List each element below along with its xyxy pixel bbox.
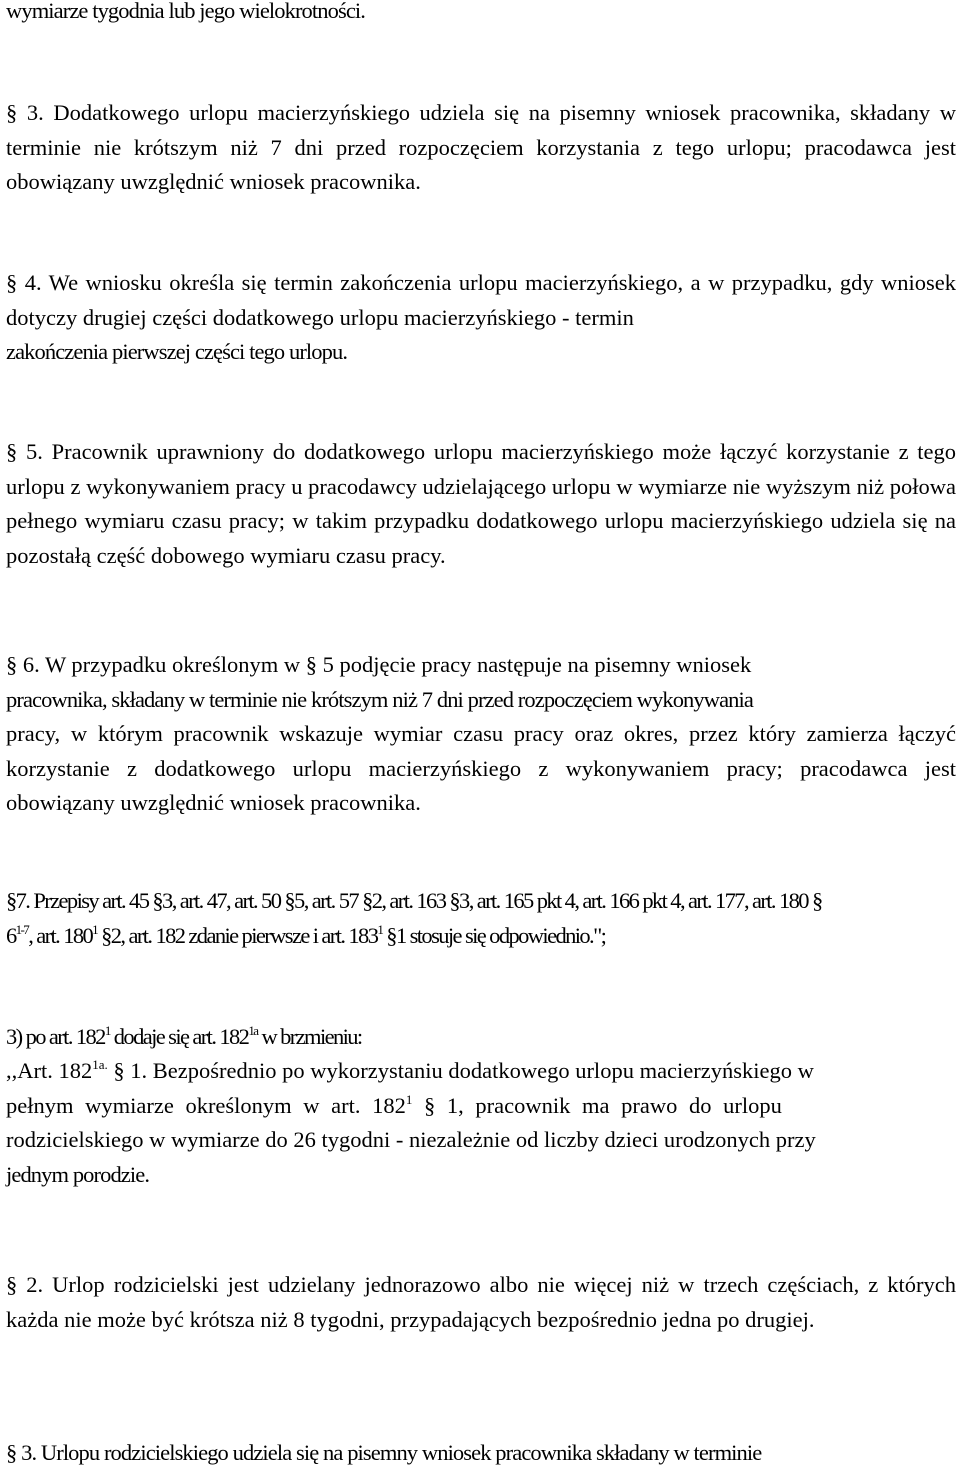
- section-sign: §: [6, 888, 16, 913]
- section-sign: §: [386, 922, 396, 948]
- paragraph-7-line-2: [6, 919, 956, 954]
- paragraph-3b: [6, 1436, 956, 1471]
- p7-part: 3, art. 165 pkt 4, art. 166 pkt 4, art. 177, art. 180: [459, 888, 808, 913]
- article-part: 1, pracownik ma prawo do urlopu: [446, 1092, 782, 1118]
- p7-part: 6: [6, 922, 16, 948]
- section-sign: §: [284, 888, 295, 913]
- p7-part: 2, art. 163: [371, 888, 446, 913]
- paragraph-4-text: 4. We wniosku określa się termin zakończenia urlopu macierzyńskiego, a w przypadku, gdy wniosek dotyczy drugiej części dodatkowego urlopu macierzyńskiego - termin: [6, 270, 957, 330]
- section-sign: §: [113, 1058, 125, 1083]
- p7-part: 3, art. 47, art. 50: [162, 888, 281, 913]
- section-sign: §: [6, 1440, 17, 1465]
- text-line-fragment: [6, 0, 956, 29]
- paragraph-2-text: 2. Urlop rodzicielski jest udzielany jednorazowo albo nie więcej niż w trzech częściach, z których każda nie może być krótsza niż 8 tygodni, przypadających bezpośrednio jedna po drugiej.: [6, 1272, 957, 1332]
- paragraph-3-text: 3. Dodatkowego urlopu macierzyńskiego udziela się na pisemny wniosek pracownika, składany w terminie nie krótszym niż 7 dni przed rozpoczęciem korzystania z tego urlopu; pracodawca jest obowiązany uwzględnić wniosek pracownika.: [6, 100, 957, 194]
- article-part: ,,Art. 182: [6, 1058, 93, 1083]
- paragraph-7-line-1: [6, 884, 956, 919]
- paragraph-6-text-a: 6. W przypadku określonym w: [22, 652, 301, 677]
- fragment-text: wymiarze tygodnia lub jego wielokrotności.: [6, 0, 365, 23]
- article-part: pełnym wymiarze określonym w art. 182: [6, 1092, 406, 1118]
- paragraph-6: [6, 648, 956, 821]
- amendment-part: 3) po art. 182: [6, 1024, 105, 1049]
- superscript: 1: [92, 921, 98, 937]
- paragraph-6-text-b: 5 podjęcie pracy następuje na pisemny wniosek: [322, 652, 752, 677]
- section-sign: §: [811, 888, 822, 913]
- p7-part: 7. Przepisy art. 45: [15, 888, 149, 913]
- amendment-point-3: [6, 1020, 956, 1055]
- p7-part: , art. 180: [28, 922, 93, 948]
- superscript: 1: [377, 921, 383, 937]
- superscript: 1a: [248, 1023, 258, 1038]
- amendment-part: dodaje się art. 182: [113, 1024, 249, 1049]
- article-line-4: jednym porodzie.: [6, 1161, 150, 1187]
- article-182-1a: [6, 1054, 956, 1192]
- paragraph-2: [6, 1268, 956, 1337]
- section-sign: §: [6, 439, 18, 464]
- p7-part: 1 stosuje się odpowiednio.";: [395, 922, 606, 948]
- superscript: 1a.: [92, 1057, 108, 1072]
- paragraph-6-text-d: pracy, w którym pracownik wskazuje wymiar czasu pracy oraz okres, przez który zamierza łączyć korzystanie z dodatkowego urlopu macierzyńskiego z wykonywaniem pracy; pracodawca jest obowiązany uwzględnić wniosek pracownika.: [6, 721, 956, 815]
- section-sign: §: [152, 888, 163, 913]
- section-sign: §: [362, 888, 372, 913]
- amendment-line: [6, 1020, 956, 1055]
- article-line-3: rodzicielskiego w wymiarze do 26 tygodni - niezależnie od liczby dzieci urodzonych przy: [6, 1127, 816, 1152]
- article-line-1: [6, 1054, 956, 1089]
- superscript: 1-7: [15, 921, 29, 937]
- paragraph-6-line-2: pracownika, składany w terminie nie krótszym niż 7 dni przed rozpoczęciem wykonywania: [6, 686, 753, 712]
- paragraph-3b-text: 3. Urlopu rodzicielskiego udziela się na pisemny wniosek pracownika składany w terminie: [21, 1440, 762, 1465]
- p7-part: 5, art. 57: [294, 888, 359, 913]
- paragraph-4: [6, 266, 956, 370]
- section-sign: §: [6, 1272, 18, 1297]
- article-part: 1. Bezpośrednio po wykorzystaniu dodatkowego urlopu macierzyńskiego w: [130, 1058, 814, 1083]
- superscript: 1: [104, 1023, 110, 1038]
- amendment-part: w brzmieniu:: [261, 1024, 362, 1049]
- section-sign: §: [305, 652, 318, 677]
- section-sign: §: [6, 270, 18, 295]
- paragraph-5: [6, 435, 956, 573]
- paragraph-3b-line: [6, 1436, 956, 1471]
- paragraph-4-last-line: zakończenia pierwszej części tego urlopu.: [6, 339, 348, 364]
- article-line-2: [6, 1089, 956, 1124]
- section-sign: §: [6, 652, 18, 677]
- section-sign: §: [101, 922, 111, 948]
- paragraph-7: [6, 884, 956, 953]
- paragraph-5-text: 5. Pracownik uprawniony do dodatkowego urlopu macierzyńskiego może łączyć korzystanie z tego urlopu z wykonywaniem pracy u pracodawcy udzielającego urlopu w wymiarze nie wyższym niż połowa pełnego wymiaru czasu pracy; w takim przypadku dodatkowego urlopu macierzyńskiego udziela się na pozostałą część dobowego wymiaru czasu pracy.: [6, 439, 957, 568]
- section-sign: §: [424, 1092, 436, 1118]
- p7-part: 2, art. 182 zdanie pierwsze i art. 183: [110, 922, 378, 948]
- superscript: 1: [405, 1091, 413, 1107]
- section-sign: §: [6, 100, 18, 125]
- section-sign: §: [449, 888, 460, 913]
- paragraph-3: [6, 96, 956, 200]
